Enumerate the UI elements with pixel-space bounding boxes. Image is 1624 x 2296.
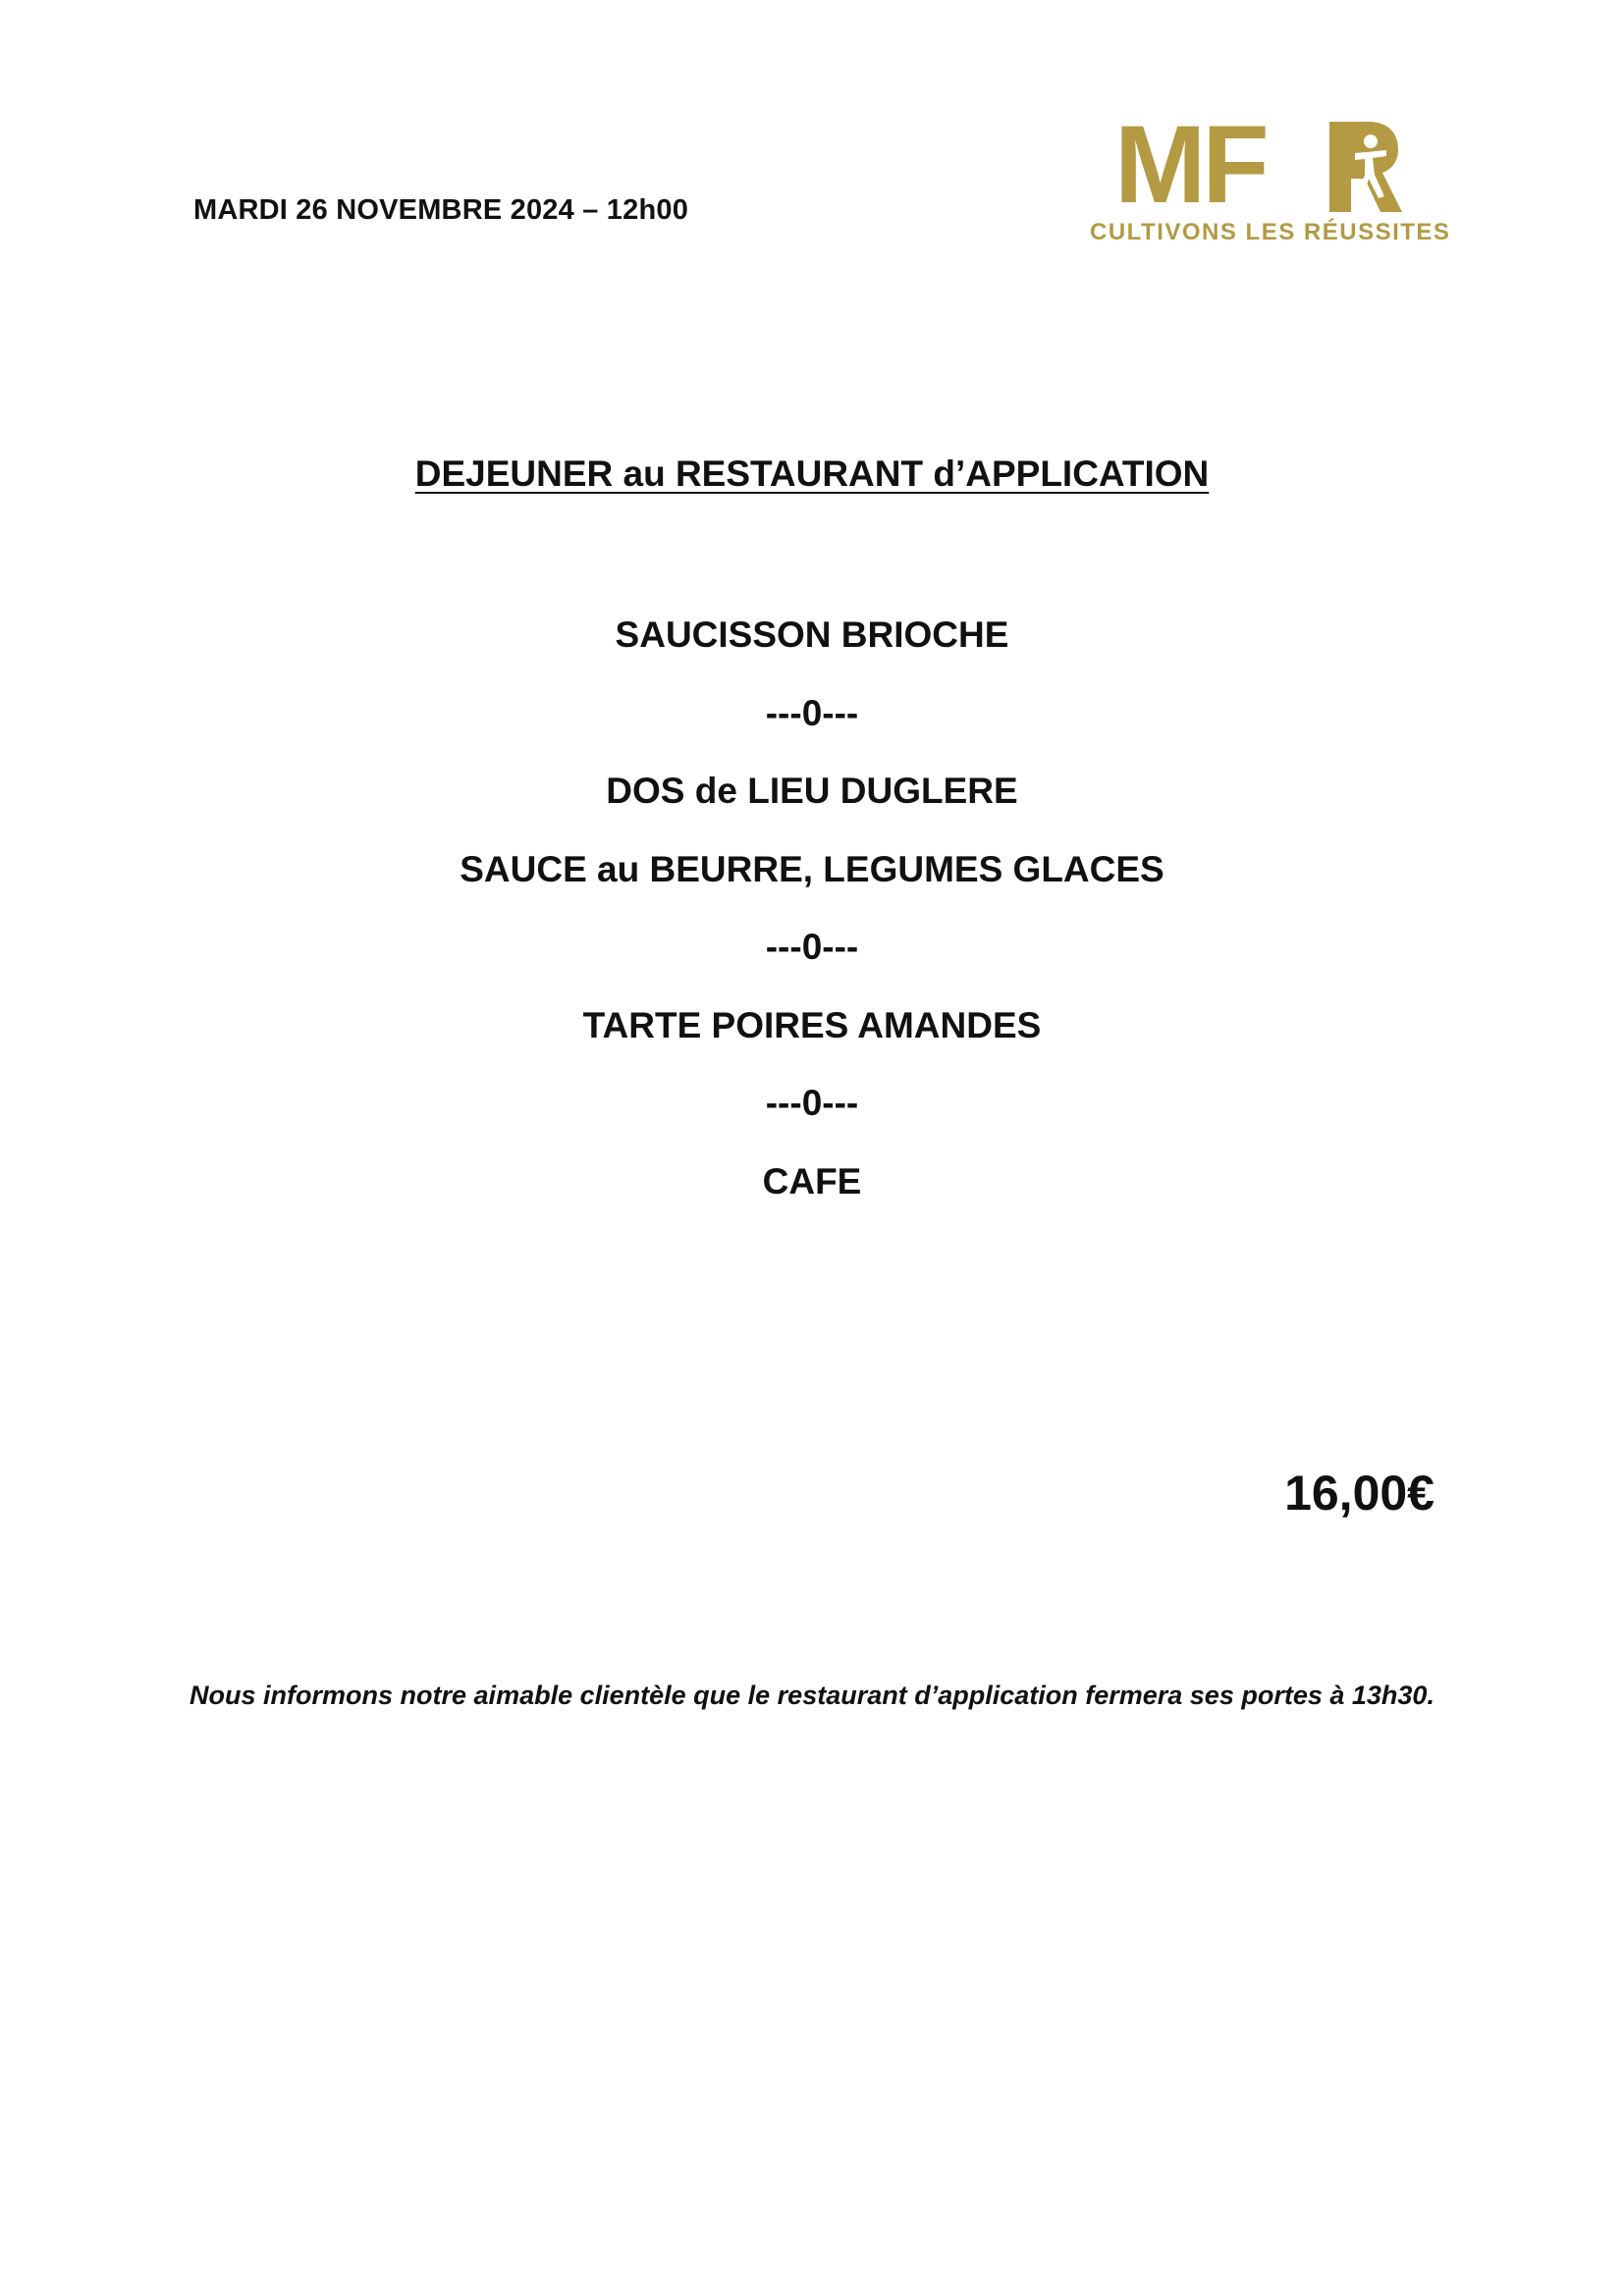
logo-r-figure-icon xyxy=(1326,118,1404,216)
logo-tagline: CULTIVONS LES RÉUSSITES xyxy=(1090,219,1451,245)
closing-notice: Nous informons notre aimable clientèle que le restaurant d’application fermera ses portes à 13h30. xyxy=(189,1681,1435,1710)
menu-list xyxy=(0,611,1624,1235)
menu-separator: ---0--- xyxy=(765,1083,859,1123)
menu-price: 16,00€ xyxy=(1284,1466,1435,1521)
menu-item: DOS de LIEU DUGLERE xyxy=(606,771,1018,811)
page-title xyxy=(0,454,1624,495)
menu-item: TARTE POIRES AMANDES xyxy=(582,1004,1042,1045)
menu-item: SAUCISSON BRIOCHE xyxy=(615,614,1009,655)
logo-letters: MF xyxy=(1114,103,1266,226)
date-time: MARDI 26 NOVEMBRE 2024 – 12h00 xyxy=(193,194,689,226)
menu-separator: ---0--- xyxy=(765,927,859,967)
mfr-logo xyxy=(1085,103,1451,245)
menu-item: CAFE xyxy=(762,1160,862,1201)
menu-separator: ---0--- xyxy=(765,692,859,733)
menu-item: SAUCE au BEURRE, LEGUMES GLACES xyxy=(460,848,1164,889)
page-title-text: DEJEUNER au RESTAURANT d’APPLICATION xyxy=(414,454,1210,494)
